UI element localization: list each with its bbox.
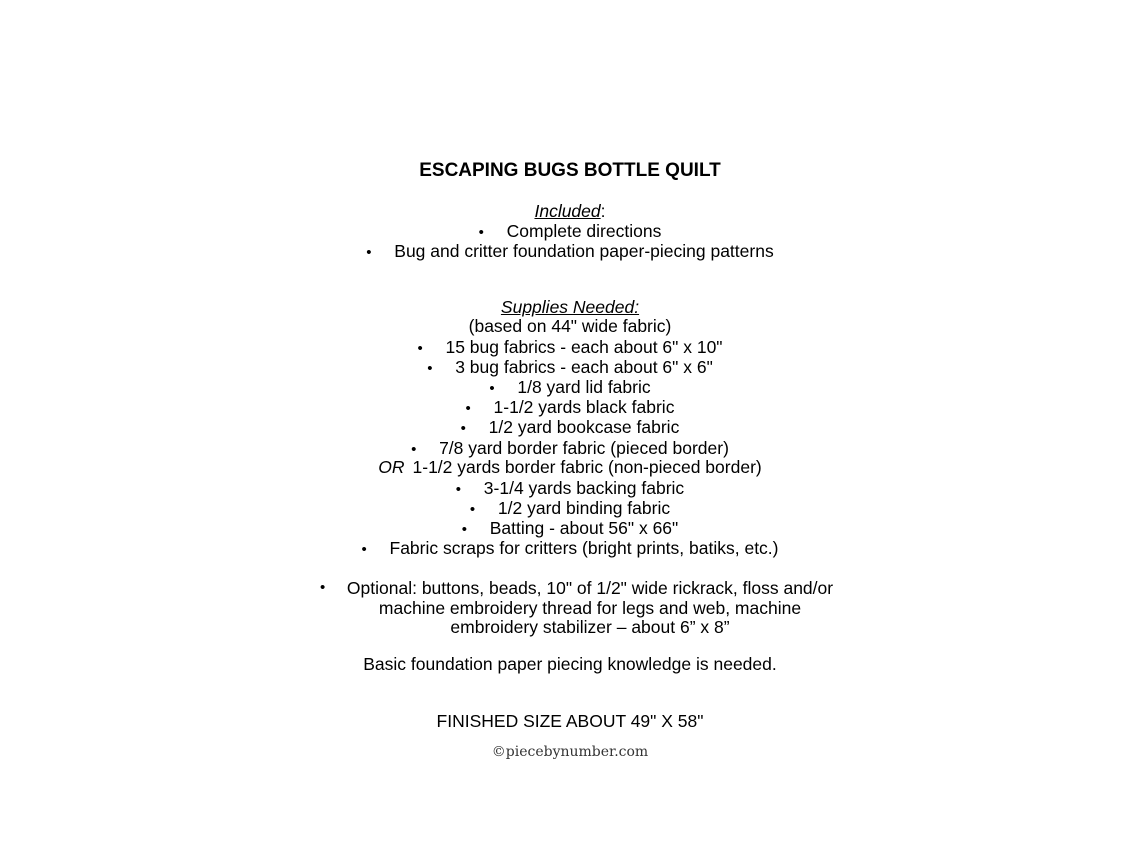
bullet-icon: • bbox=[460, 420, 466, 437]
bullet-icon: • bbox=[366, 244, 372, 261]
bullet-icon: • bbox=[320, 579, 326, 596]
list-item: • Batting - about 56" x 66" bbox=[461, 518, 679, 538]
list-item: • 15 bug fabrics - each about 6" x 10" bbox=[417, 337, 723, 357]
included-heading: Included: bbox=[534, 201, 606, 221]
bullet-icon: • bbox=[361, 541, 367, 558]
supplies-note: (based on 44" wide fabric) bbox=[468, 316, 672, 336]
list-item: • 7/8 yard border fabric (pieced border) bbox=[411, 438, 729, 458]
finished-size: FINISHED SIZE ABOUT 49" X 58" bbox=[436, 711, 704, 731]
list-item: • 1/8 yard lid fabric bbox=[489, 377, 651, 397]
bullet-icon: • bbox=[478, 224, 484, 241]
bullet-icon: • bbox=[427, 360, 433, 377]
bullet-icon: • bbox=[417, 340, 423, 357]
list-item: • 1-1/2 yards black fabric bbox=[465, 397, 675, 417]
bullet-icon: • bbox=[489, 380, 495, 397]
bullet-icon: • bbox=[411, 441, 417, 458]
or-item: OR 1-1/2 yards border fabric (non-pieced border) bbox=[378, 457, 762, 477]
optional-item: • Optional: buttons, beads, 10" of 1/2" wide rickrack, floss and/or machine embroidery thread for legs and web, machine embroidery stabilizer – about 6” x 8” bbox=[320, 578, 834, 637]
page-title: ESCAPING BUGS BOTTLE QUILT bbox=[419, 160, 721, 181]
list-item: • 3-1/4 yards backing fabric bbox=[455, 478, 685, 498]
list-item: • 1/2 yard binding fabric bbox=[469, 498, 671, 518]
list-item: • Fabric scraps for critters (bright prints, batiks, etc.) bbox=[361, 538, 779, 558]
copyright: ©piecebynumber.com bbox=[491, 744, 649, 760]
knowledge-note: Basic foundation paper piecing knowledge is needed. bbox=[363, 654, 777, 674]
bullet-icon: • bbox=[461, 521, 467, 538]
bullet-icon: • bbox=[465, 400, 471, 417]
bullet-icon: • bbox=[469, 501, 476, 518]
list-item: • Bug and critter foundation paper-piecing patterns bbox=[366, 241, 774, 261]
supplies-heading: Supplies Needed: bbox=[500, 297, 640, 317]
list-item: • 3 bug fabrics - each about 6" x 6" bbox=[427, 357, 713, 377]
bullet-icon: • bbox=[455, 481, 462, 498]
list-item: • Complete directions bbox=[478, 221, 662, 241]
list-item: • 1/2 yard bookcase fabric bbox=[460, 417, 680, 437]
